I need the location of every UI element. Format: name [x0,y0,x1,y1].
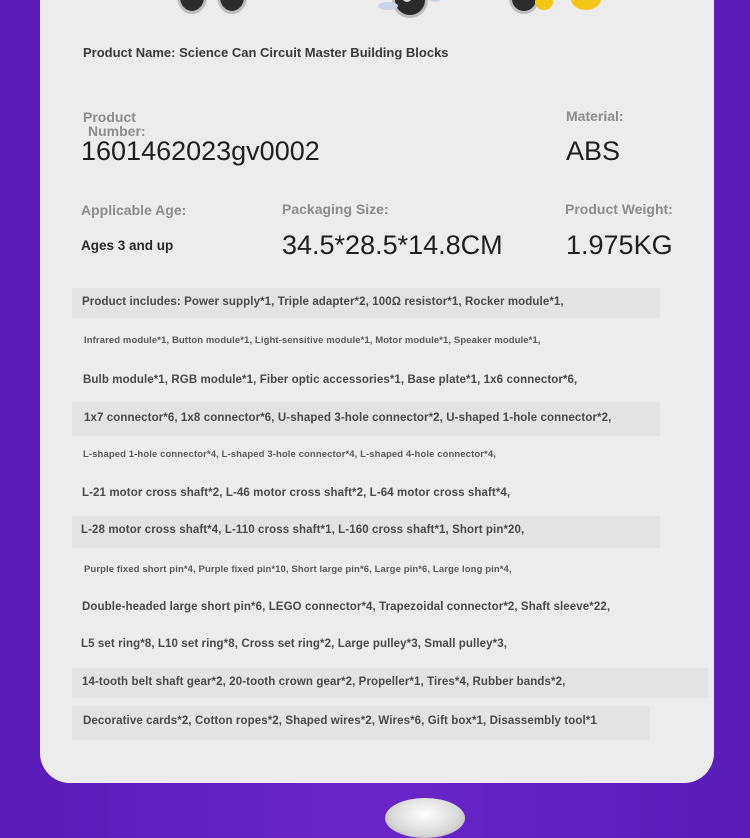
includes-line: Purple fixed short pin*4, Purple fixed pin*10, Short large pin*6, Large pin*6, Large long pin*4, [84,564,512,575]
toy-car-image-right [505,0,620,20]
packaging-label: Packaging Size: [282,201,389,217]
toy-car-image-left [175,0,255,16]
product-number-value: 1601462023gv0002 [81,136,320,166]
includes-line: Decorative cards*2, Cotton ropes*2, Shaped wires*2, Wires*6, Gift box*1, Disassembly tool*1 [83,715,597,727]
age-label: Applicable Age: [81,202,187,218]
includes-line: L-28 motor cross shaft*4, L-110 cross shaft*1, L-160 cross shaft*1, Short pin*20, [81,524,525,536]
product-number-label-line2: Number: [88,123,146,139]
includes-line: Infrared module*1, Button module*1, Light-sensitive module*1, Motor module*1, Speaker module*1, [84,335,541,346]
includes-line: Double-headed large short pin*6, LEGO connector*4, Trapezoidal connector*2, Shaft sleeve*22, [82,601,611,613]
product-number-label-line1: Product [83,109,136,125]
weight-label: Product Weight: [565,201,673,217]
toy-part-image-bottom [385,798,465,838]
includes-line: Product includes: Power supply*1, Triple adapter*2, 100Ω resistor*1, Rocker module*1, [82,296,564,308]
includes-line: L5 set ring*8, L10 set ring*8, Cross set ring*2, Large pulley*3, Small pulley*3, [81,638,507,650]
material-value: ABS [566,136,621,166]
includes-line: 1x7 connector*6, 1x8 connector*6, U-shaped 3-hole connector*2, U-shaped 1-hole connector*2, [84,412,612,424]
includes-line: 14-tooth belt shaft gear*2, 20-tooth crown gear*2, Propeller*1, Tires*4, Rubber bands*2, [82,676,566,688]
weight-value: 1.975KG [566,230,673,260]
toy-car-image-middle [378,0,458,18]
includes-line: L-shaped 1-hole connector*4, L-shaped 3-hole connector*4, L-shaped 4-hole connector*4, [83,449,496,460]
includes-line: L-21 motor cross shaft*2, L-46 motor cross shaft*2, L-64 motor cross shaft*4, [82,487,511,499]
material-label: Material: [566,108,624,124]
includes-line: Bulb module*1, RGB module*1, Fiber optic accessories*1, Base plate*1, 1x6 connector*6, [83,374,578,386]
product-name: Product Name: Science Can Circuit Master Building Blocks [83,45,449,60]
packaging-value: 34.5*28.5*14.8CM [282,230,503,260]
age-value: Ages 3 and up [81,238,174,253]
